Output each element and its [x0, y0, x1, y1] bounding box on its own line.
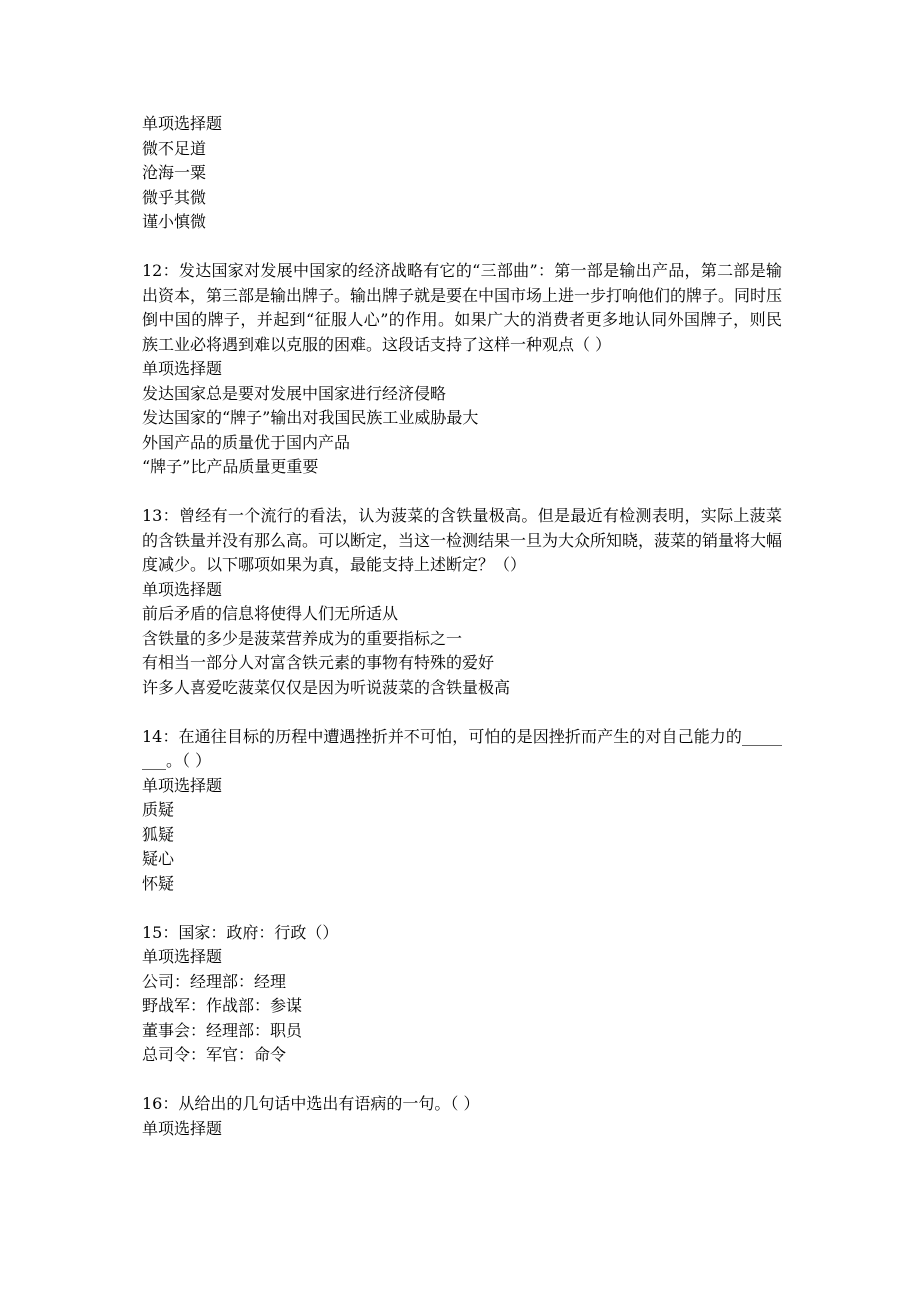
option-d: “牌子”比产品质量更重要 [142, 457, 319, 476]
option-a: 微不足道 [142, 138, 207, 158]
question-type-label: 单项选择题 [142, 1118, 223, 1138]
spacer [142, 235, 782, 260]
document-page [142, 112, 782, 1141]
option-a: 公司：经理部：经理 [142, 971, 287, 991]
question-type-label: 单项选择题 [142, 775, 223, 795]
question-block-15 [142, 921, 782, 1068]
option-a: 质疑 [142, 800, 175, 819]
option-c: 外国产品的质量优于国内产品 [142, 432, 351, 452]
question-block-14 [142, 725, 782, 897]
question-stem: 14：在通往目标的历程中遭遇挫折并不可怕，可怕的是因挫折而产生的对自己能力的________。（ ） [142, 726, 782, 770]
option-c: 疑心 [142, 849, 175, 868]
question-block-11 [142, 112, 782, 235]
option-c: 董事会：经理部：职员 [142, 1020, 303, 1040]
option-d: 怀疑 [142, 873, 175, 893]
question-block-12 [142, 259, 782, 480]
option-c: 微乎其微 [142, 187, 207, 207]
question-block-13 [142, 504, 782, 700]
option-b: 野战军：作战部：参谋 [142, 996, 303, 1015]
question-stem: 15：国家：政府：行政（） [142, 922, 339, 942]
question-type-label: 单项选择题 [142, 579, 223, 599]
option-b: 发达国家的“牌子”输出对我国民族工业威胁最大 [142, 408, 479, 427]
question-stem: 12：发达国家对发展中国家的经济战略有它的“三部曲”：第一部是输出产品，第二部是输出资本，第三部是输出牌子。输出牌子就是要在中国市场上进一步打响他们的牌子。同时压倒中国的牌子，并起到“征服人心”的作用。如果广大的消费者更多地认同外国牌子，则民族工业必将遇到难以克服的困难。这段话支持了这样一种观点（ ） [142, 261, 783, 354]
option-d: 许多人喜爱吃菠菜仅仅是因为听说菠菜的含铁量极高 [142, 677, 511, 697]
question-block-16 [142, 1092, 782, 1141]
option-a: 前后矛盾的信息将使得人们无所适从 [142, 604, 399, 623]
question-type-label: 单项选择题 [142, 359, 223, 378]
option-d: 总司令：军官：命令 [142, 1045, 287, 1064]
option-d: 谨小慎微 [142, 212, 207, 231]
spacer [142, 896, 782, 921]
spacer [142, 480, 782, 505]
question-stem: 13：曾经有一个流行的看法，认为菠菜的含铁量极高。但是最近有检测表明，实际上菠菜的含铁量并没有那么高。可以断定，当这一检测结果一旦为大众所知晓，菠菜的销量将大幅度减少。以下哪项如果为真，最能支持上述断定？（） [142, 506, 783, 574]
option-b: 沧海一粟 [142, 163, 207, 182]
spacer [142, 1068, 782, 1093]
question-type-label: 单项选择题 [142, 114, 223, 133]
option-a: 发达国家总是要对发展中国家进行经济侵略 [142, 383, 447, 403]
question-stem: 16：从给出的几句话中选出有语病的一句。（ ） [142, 1094, 480, 1113]
question-type-label: 单项选择题 [142, 947, 223, 966]
spacer [142, 700, 782, 725]
option-c: 有相当一部分人对富含铁元素的事物有特殊的爱好 [142, 653, 495, 672]
option-b: 含铁量的多少是菠菜营养成为的重要指标之一 [142, 628, 463, 648]
option-b: 狐疑 [142, 824, 175, 844]
